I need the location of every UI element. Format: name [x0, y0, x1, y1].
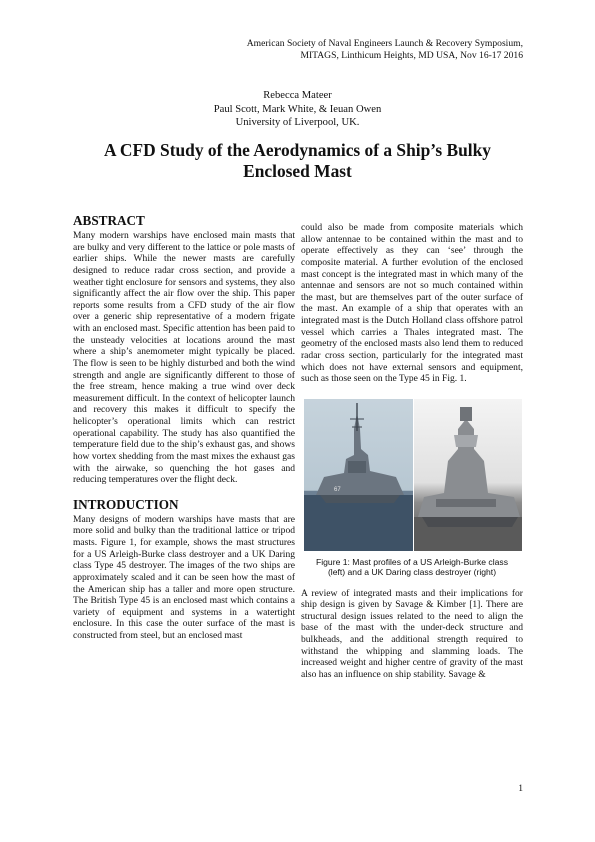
author-coauthors: Paul Scott, Mark White, & Ieuan Owen [213, 103, 382, 115]
right-column [301, 222, 523, 681]
left-column [73, 214, 295, 642]
title-line-2: Enclosed Mast [243, 160, 352, 181]
svg-text:67: 67 [334, 486, 341, 493]
introduction-text: Many designs of modern warships have masts that are more solid and bulky than the traditional lattice or tripod masts. Figure 1, for example, shows the mast structures for a US Arleigh-Burke class destroyer and a UK Daring class Type 45 destroyer. The images of the two ships are approximately scaled and it can be seen how the mast of the American ship has a taller and more open structure. The British Type 45 is an enclosed mast which contains a variety of equipment and systems in a watertight enclosure. In this case the outer surface of the mast is constructed from steel, but an enclosed mast [73, 513, 295, 641]
figure-1-caption: Figure 1: Mast profiles of a US Arleigh-Burke class (left) and a UK Daring class destroyer (right) [315, 556, 508, 578]
right-paragraph-2: A review of integrated masts and their implications for ship design is given by Savage & Kimber [1]. There are structural design issues related to the need to align the base of the mast with the under-deck structure and bulkheads, and the additional strength required to withstand the whipping and slamming loads. The increased weight and higher centre of gravity of the mast also has an influence on ship stability. Savage & [301, 587, 523, 680]
abstract-text: Many modern warships have enclosed main masts that are bulky and very different to the lattice or pole masts of earlier ships. While the newer masts are carefully designed to reduce radar cross section, and provide a weather tight enclosure for sensors and systems, they also significantly affect the air flow over the ship. This paper reports some results from a CFD study of the air flow over a generic ship representative of a modern frigate with an enclosed mast. Specific attention has been paid to the unsteady velocities at locations around the mast where a ship’s anemometer might typically be placed. The flow is seen to be highly disturbed and both the wind strength and angle are significantly different to those of the free stream, hence making a true wind over deck measurement difficult. In the context of helicopter launch and recovery this makes it difficult to specify the helicopter’s operational limits which can restrict operational capability. The study has also quantified the temperature field due to the ship’s exhaust gas, and shows how vortex shedding from the mast mixes the exhaust gas with the airwake, so quenching the hot gases and reducing temperatures over the flight deck. [73, 230, 295, 486]
paper-title [60, 140, 535, 181]
author-affiliation: University of Liverpool, UK. [235, 117, 360, 129]
title-line-1: A CFD Study of the Aerodynamics of a Ship’s Bulky [103, 140, 491, 160]
figure-1 [301, 399, 523, 551]
author-block [0, 89, 595, 130]
arleigh-burke-photo [304, 399, 413, 551]
running-header [247, 38, 523, 62]
header-line-1: American Society of Naval Engineers Launch & Recovery Symposium, [246, 38, 523, 49]
right-paragraph-1: could also be made from composite materials which allow antennae to be contained within the mast and to operate effectively as they can ‘see’ through the composite material. A further evolution of the enclosed mast concept is the integrated mast in which many of the antennae and sensors are not so much contained within the mast, but are themselves part of the outer surface of the mast. An example of a ship that operates with an integrated mast is the Dutch Holland class offshore patrol vessel which carries a Thales integrated mast. The geometry of the enclosed masts also lend them to reduced radar cross section, particularly for the integrated mast which does not have external sensors and equipment, such as those seen on the Type 45 in Fig. 1. [301, 222, 523, 385]
daring-class-photo [414, 399, 522, 551]
header-line-2: MITAGS, Linthicum Heights, MD USA, Nov 16-17 2016 [300, 50, 523, 61]
abstract-heading: ABSTRACT [73, 213, 145, 228]
page-number: 1 [518, 783, 523, 794]
introduction-heading: INTRODUCTION [73, 496, 179, 512]
author-primary: Rebecca Mateer [263, 90, 332, 101]
